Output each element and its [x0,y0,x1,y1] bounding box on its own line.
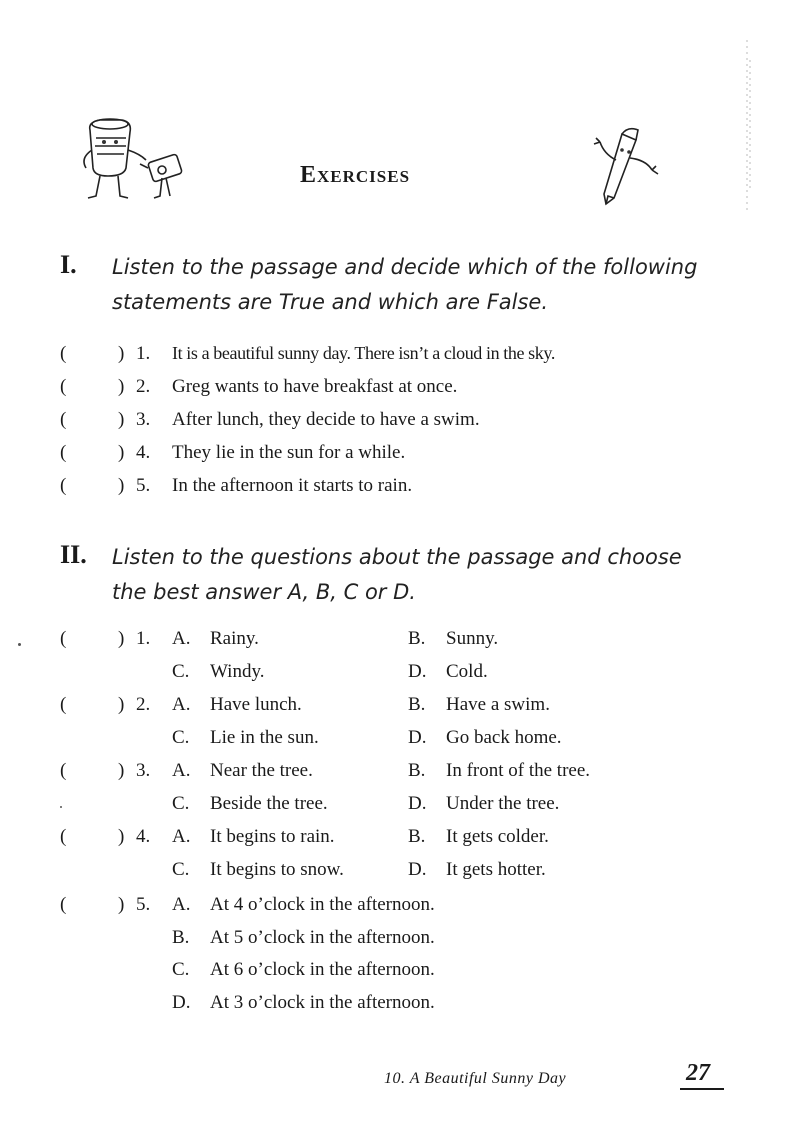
option-letter-b: B. [408,760,426,781]
item-number: 1. [136,343,151,364]
cartoon-pencil-icon [592,120,672,210]
question-number: 5. [136,894,151,915]
question-number: 4. [136,826,151,847]
option-letter-b: B. [408,694,426,715]
option-letter-a: A. [172,628,191,649]
question-row [0,793,800,823]
question-row [0,694,800,724]
option-b: It gets colder. [446,826,549,847]
option-c: Beside the tree. [210,793,328,814]
option-d: Cold. [446,661,488,682]
item-statement: Greg wants to have breakfast at once. [172,376,458,397]
answer-paren-close: ) [118,894,125,915]
question-number: 3. [136,760,151,781]
cartoon-cup-and-speaker-icon [78,110,198,205]
answer-paren-close: ) [118,628,125,649]
answer-paren-open: ( [60,376,67,397]
option-d: It gets hotter. [446,859,546,880]
option-letter-c: C. [172,727,190,748]
option-a: Have lunch. [210,694,302,715]
option-letter-b: B. [172,927,190,948]
scan-edge-marks [744,40,754,210]
scan-speck [60,806,62,808]
option-d: Go back home. [446,727,562,748]
section-1-header [60,250,700,322]
option-c: It begins to snow. [210,859,344,880]
section-1-instruction: Listen to the passage and decide which of the following statements are True and which are False. [112,255,698,314]
answer-paren-close: ) [118,694,125,715]
item-number: 2. [136,376,151,397]
list-item [0,409,800,439]
question-row [0,760,800,790]
section-2-instruction: Listen to the questions about the passage and choose the best answer A, B, C or D. [112,545,682,604]
answer-paren-open: ( [60,760,67,781]
answer-paren-close: ) [118,475,125,496]
option-letter-d: D. [172,992,191,1013]
list-item [0,475,800,505]
chapter-footer: 10. A Beautiful Sunny Day [384,1070,567,1087]
question-row [0,727,800,757]
option-a: Near the tree. [210,760,313,781]
item-number: 5. [136,475,151,496]
section-2-number: II. [60,540,87,569]
item-number: 4. [136,442,151,463]
item-statement: They lie in the sun for a while. [172,442,406,463]
question-row [0,628,800,658]
option-letter-c: C. [172,661,190,682]
page-number: 27 [686,1060,710,1086]
question-row [0,992,800,1022]
answer-paren-close: ) [118,442,125,463]
option-letter-b: B. [408,826,426,847]
option-a: At 4 o’clock in the afternoon. [210,894,435,915]
question-row [0,959,800,989]
question-row [0,661,800,691]
answer-paren-close: ) [118,409,125,430]
option-letter-a: A. [172,760,191,781]
item-number: 3. [136,409,151,430]
page-header [0,100,800,220]
option-letter-d: D. [408,859,427,880]
option-b: At 5 o’clock in the afternoon. [210,927,435,948]
question-row [0,859,800,889]
answer-paren-open: ( [60,409,67,430]
option-b: In front of the tree. [446,760,591,781]
list-item [0,442,800,472]
section-1-number: I. [60,250,77,279]
answer-paren-open: ( [60,628,67,649]
list-item [0,376,800,406]
answer-paren-open: ( [60,894,67,915]
page-title: Exercises [300,162,411,188]
option-b: Have a swim. [446,694,550,715]
option-letter-a: A. [172,826,191,847]
list-item [0,343,800,373]
answer-paren-open: ( [60,442,67,463]
question-number: 1. [136,628,151,649]
option-letter-d: D. [408,661,427,682]
option-d: Under the tree. [446,793,560,814]
option-b: Sunny. [446,628,499,649]
answer-paren-close: ) [118,376,125,397]
answer-paren-close: ) [118,343,125,364]
scan-speck [18,643,21,646]
option-letter-c: C. [172,859,190,880]
option-letter-a: A. [172,694,191,715]
option-letter-c: C. [172,793,190,814]
question-row [0,826,800,856]
option-c: Lie in the sun. [210,727,319,748]
item-statement: After lunch, they decide to have a swim. [172,409,480,430]
option-c: Windy. [210,661,265,682]
option-a: It begins to rain. [210,826,335,847]
item-statement: In the afternoon it starts to rain. [172,475,413,496]
option-letter-d: D. [408,727,427,748]
answer-paren-close: ) [118,760,125,781]
option-letter-b: B. [408,628,426,649]
option-letter-d: D. [408,793,427,814]
item-statement: It is a beautiful sunny day. There isn’t a cloud in the sky. [172,343,555,363]
answer-paren-close: ) [118,826,125,847]
answer-paren-open: ( [60,475,67,496]
option-letter-a: A. [172,894,191,915]
option-c: At 6 o’clock in the afternoon. [210,959,435,980]
answer-paren-open: ( [60,343,67,364]
option-letter-c: C. [172,959,190,980]
section-2-header [60,540,700,612]
answer-paren-open: ( [60,826,67,847]
answer-paren-open: ( [60,694,67,715]
option-d: At 3 o’clock in the afternoon. [210,992,435,1013]
option-a: Rainy. [210,628,259,649]
question-row [0,927,800,957]
question-number: 2. [136,694,151,715]
page-number-underline [680,1088,724,1090]
question-row [0,894,800,924]
